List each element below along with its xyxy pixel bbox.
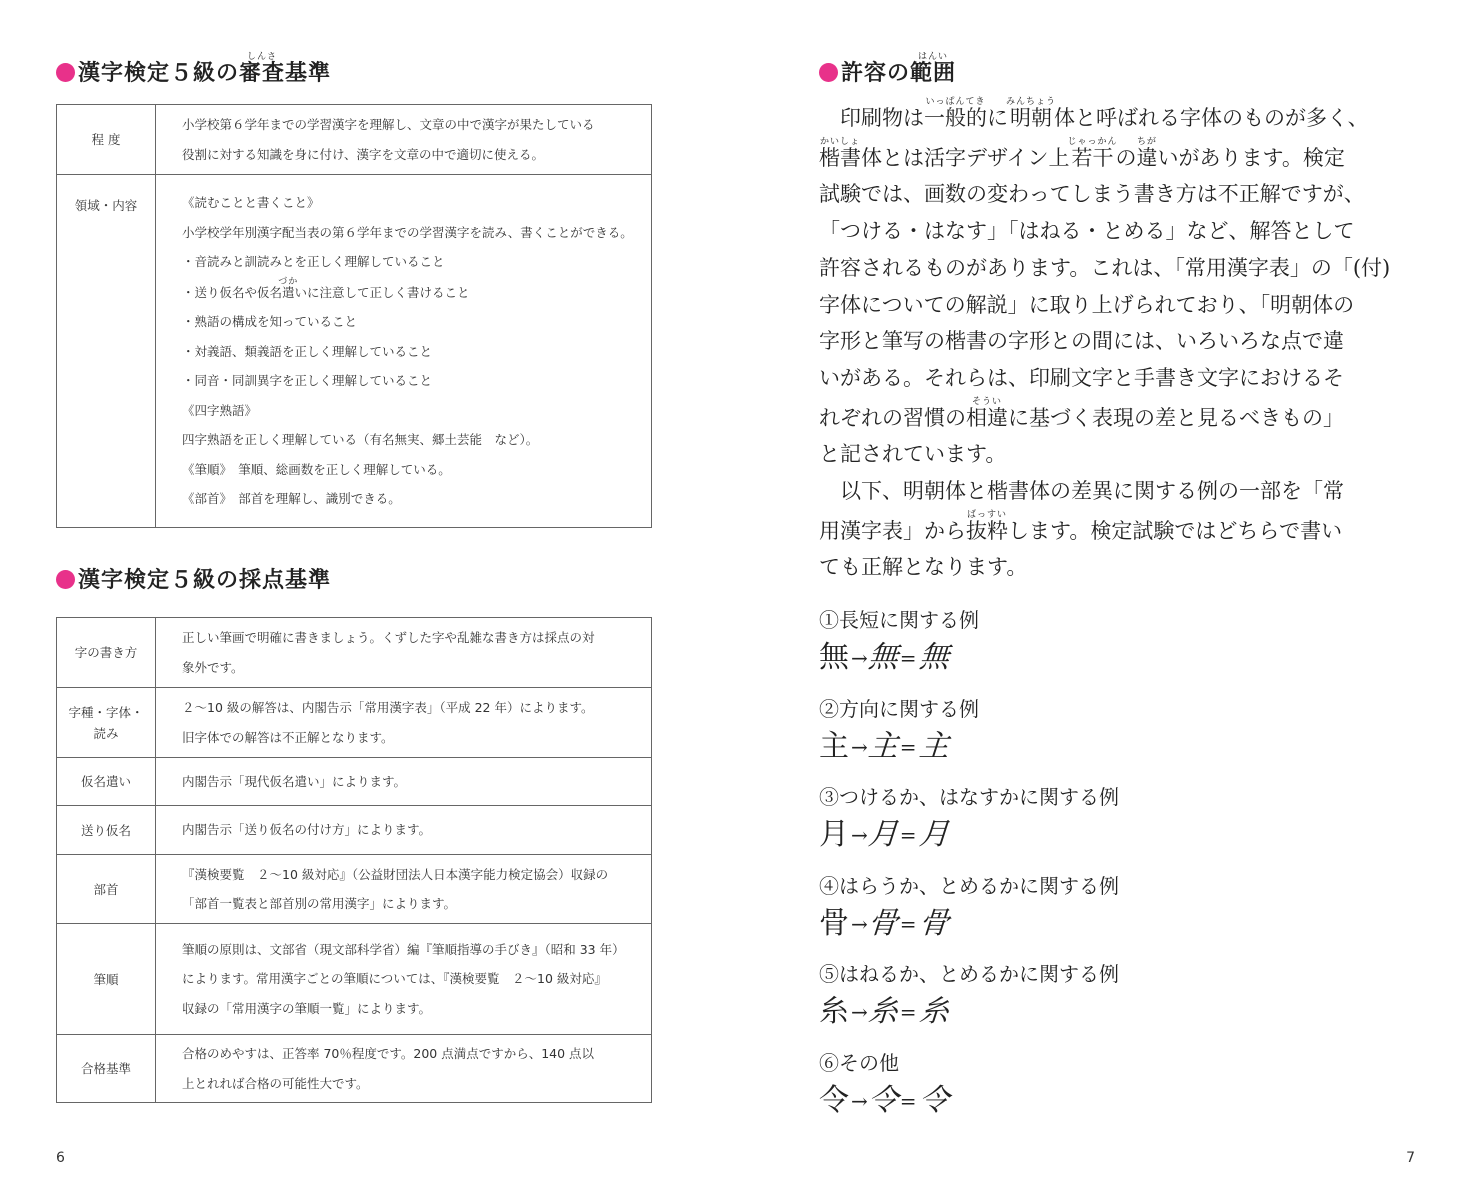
row-label: 送り仮名	[57, 806, 156, 855]
body-line: いがある。それらは、印刷文字と手書き文字におけるそ	[819, 365, 1344, 390]
example-title: ①長短に関する例	[819, 608, 979, 632]
example-item	[819, 606, 1379, 695]
glyph-examples	[819, 606, 1379, 1137]
equals-sign: =	[899, 734, 917, 759]
pink-bullet-icon	[819, 63, 838, 82]
row-label: 筆順	[57, 924, 156, 1035]
body-line: と記されています。	[819, 442, 1007, 467]
example-item	[819, 1049, 1379, 1138]
handwritten-glyph: 主	[917, 728, 950, 764]
arrow-icon: →	[851, 823, 868, 847]
row-content: 内閣告示「現代仮名遣い」によります。	[156, 758, 652, 806]
table-row	[57, 1035, 652, 1103]
body-line: 以下、明朝体と楷書体の差異に関する例の一部を「常	[840, 479, 1344, 504]
scoring-criteria-heading: 漢字検定５級の採点基準	[56, 566, 331, 596]
row-content: 『漢検要覧 ２～10 級対応』（公益財団法人日本漢字能力検定協会）収録の 「部首一覧表と部首別の常用漢字」によります。	[156, 855, 652, 924]
body-line: 印刷物は一般的いっぱんてきに明朝みんちょう体と呼ばれる字体のものが多く、	[840, 97, 1369, 130]
screening-criteria-heading: 漢字検定５級の審査しんさ基準	[56, 52, 331, 89]
table-row	[57, 924, 652, 1035]
row-content-degree: 小学校第６学年までの学習漢字を理解し、文章の中で漢字が果たしている 役割に対する知識を身に付け、漢字を文章の中で適切に使える。	[156, 105, 652, 175]
printed-glyph: 令	[819, 1082, 849, 1118]
table-row	[57, 175, 652, 528]
row-label: 字の書き方	[57, 618, 156, 688]
page-number: 7	[1406, 1150, 1415, 1166]
handwritten-glyph: 糸	[917, 994, 950, 1029]
body-line: 許容されるものがあります。これは、「常用漢字表」の「(付)	[819, 255, 1391, 280]
body-line: れぞれの習慣の相違そういに基づく表現の差と見るべきもの」	[819, 396, 1344, 430]
row-label: 仮名遣い	[57, 758, 156, 806]
handwritten-glyph: 主	[866, 728, 900, 764]
example-title: ⑥その他	[819, 1050, 899, 1075]
table-row	[57, 105, 652, 175]
example-title: ②方向に関する例	[819, 696, 979, 721]
body-line: 字体についての解説」に取り上げられており、「明朝体の	[819, 292, 1355, 317]
row-label-domain: 領域・内容	[57, 175, 156, 528]
equals-sign: =	[899, 1088, 917, 1113]
screening-criteria-table	[56, 104, 652, 528]
table-row	[57, 758, 652, 806]
row-content: 正しい筆画で明確に書きましょう。くずした字や乱雑な書き方は採点の対 象外です。	[156, 618, 652, 688]
example-item	[819, 695, 1379, 784]
body-line: 字形と筆写の楷書の字形との間には、いろいろな点で違	[819, 329, 1344, 354]
printed-glyph: 月	[819, 817, 849, 852]
example-glyphs	[819, 811, 1379, 858]
arrow-icon: →	[851, 646, 868, 670]
table-row	[57, 855, 652, 924]
page-number: 6	[56, 1150, 65, 1166]
example-title: ④はらうか、とめるかに関する例	[819, 873, 1119, 898]
printed-glyph: 主	[819, 728, 849, 764]
right-page	[735, 0, 1471, 1200]
handwritten-glyph: 無	[917, 640, 950, 675]
example-glyphs	[819, 900, 1379, 947]
handwritten-glyph: 令	[866, 1082, 900, 1118]
row-label-degree: 程 度	[57, 105, 156, 175]
row-content: 内閣告示「送り仮名の付け方」によります。	[156, 806, 652, 855]
scoring-criteria-table	[56, 617, 652, 1103]
row-content: 筆順の原則は、文部省（現文部科学省）編『筆順指導の手びき』（昭和 33 年） によります。常用漢字ごとの筆順については、『漢検要覧 ２～10 級対応』 収録の「常用漢字の筆順一覧」によります。	[156, 924, 652, 1035]
body-line: 用漢字表」から抜粋ばっすいします。検定試験ではどちらで書い	[819, 509, 1343, 543]
left-page	[0, 0, 735, 1200]
example-title: ③つけるか、はなすかに関する例	[819, 785, 1119, 809]
example-item	[819, 783, 1379, 872]
body-paragraphs	[819, 97, 1391, 586]
printed-glyph: 無	[819, 640, 849, 675]
arrow-icon: →	[851, 911, 868, 936]
equals-sign: =	[899, 646, 917, 670]
handwritten-glyph: 令	[917, 1082, 950, 1118]
table-row	[57, 806, 652, 855]
body-line: 「つける・はなす」「はねる・とめる」など、解答として	[819, 219, 1355, 244]
body-line: 楷書かいしょ体とは活字デザイン上若干じゃっかんの違ちがいがあります。検定	[819, 136, 1345, 170]
row-label: 字種・字体・ 読み	[57, 688, 156, 758]
allowable-range-heading: 許容の範囲はんい	[819, 52, 956, 89]
table-row	[57, 618, 652, 688]
example-glyphs	[819, 634, 1379, 681]
body-line: ても正解となります。	[819, 555, 1028, 580]
ruby-shinsa: 審査しんさ	[239, 52, 286, 86]
table-row	[57, 688, 652, 758]
printed-glyph: 糸	[819, 994, 849, 1029]
row-content: ２～10 級の解答は、内閣告示「常用漢字表」（平成 22 年）によります。 旧字体での解答は不正解となります。	[156, 688, 652, 758]
handwritten-glyph: 骨	[866, 905, 900, 941]
example-item	[819, 872, 1379, 961]
arrow-icon: →	[851, 1088, 868, 1113]
handwritten-glyph: 月	[866, 817, 900, 852]
example-glyphs	[819, 723, 1379, 770]
handwritten-glyph: 骨	[917, 905, 950, 941]
body-line: 試験では、画数の変わってしまう書き方は不正解ですが、	[819, 182, 1365, 207]
row-label: 合格基準	[57, 1035, 156, 1103]
equals-sign: =	[899, 911, 917, 936]
row-label: 部首	[57, 855, 156, 924]
example-title: ⑤はねるか、とめるかに関する例	[819, 962, 1119, 986]
handwritten-glyph: 糸	[866, 994, 900, 1029]
arrow-icon: →	[851, 734, 868, 759]
printed-glyph: 骨	[819, 905, 849, 941]
example-glyphs	[819, 988, 1379, 1035]
row-content: 合格のめやすは、正答率 70％程度です。200 点満点ですから、140 点以 上とれれば合格の可能性大です。	[156, 1035, 652, 1103]
arrow-icon: →	[851, 1000, 868, 1024]
equals-sign: =	[899, 823, 917, 847]
example-item	[819, 960, 1379, 1049]
handwritten-glyph: 無	[866, 640, 900, 675]
example-glyphs	[819, 1077, 1379, 1124]
handwritten-glyph: 月	[917, 817, 950, 852]
pink-bullet-icon	[56, 63, 75, 82]
equals-sign: =	[899, 1000, 917, 1024]
row-content-domain: 《読むことと書くこと》 小学校学年別漢字配当表の第６学年までの学習漢字を読み、書くことができる。 ・音読みと訓読みとを正しく理解していること ・送り仮名や仮名遣づかいに注意して正しく書けること ・熟語の構成を知っていること ・対義語、類義語を正しく理解していること ・同音・同訓異字を正しく理解していること 《四字熟語》 四字熟語を正しく理解している（有名無実、郷土芸能 など）。 《筆順》 筆順、総画数を正しく理解している。 《部首》 部首を理解し、識別できる。	[156, 175, 652, 528]
ruby-hanni: 範囲はんい	[910, 52, 957, 86]
pink-bullet-icon	[56, 570, 75, 589]
